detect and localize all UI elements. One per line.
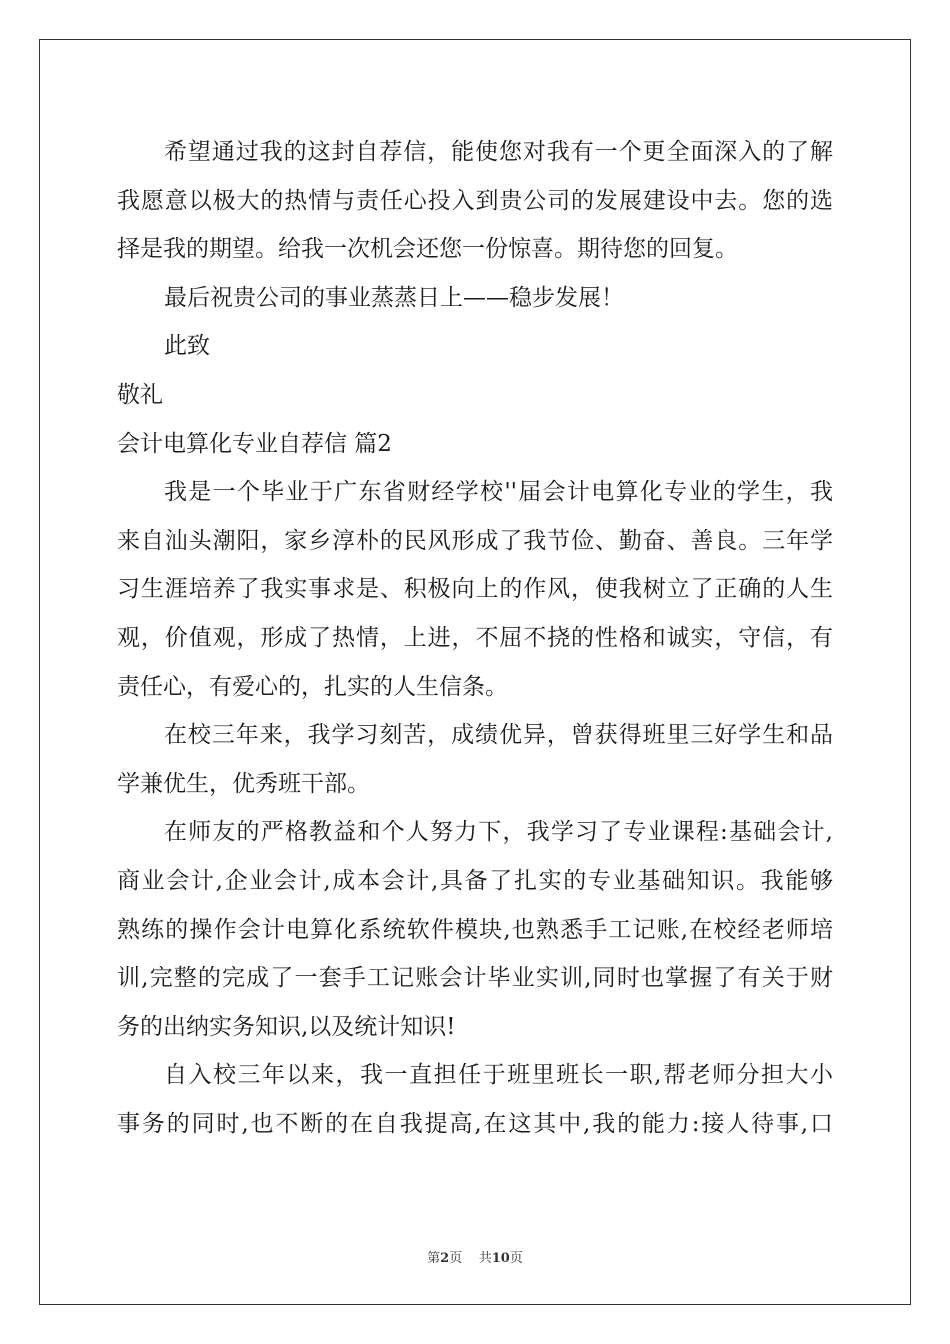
text-line: 学兼优生，优秀班干部。 <box>117 770 370 797</box>
footer-page-prefix: 第 <box>427 1251 441 1266</box>
text-line: 最后祝贵公司的事业蒸蒸日上——稳步发展！ <box>164 284 624 311</box>
text-line: 务的出纳实务知识,以及统计知识! <box>117 1013 456 1040</box>
footer-page-suffix: 页 <box>449 1251 463 1266</box>
text-line: 习生涯培养了我实事求是、积极向上的作风，使我树立了正确的人生 <box>117 576 833 603</box>
text-line: 商业会计,企业会计,成本会计,具备了扎实的专业基础知识。我能够 <box>117 867 833 894</box>
text-line: 熟练的操作会计电算化系统软件模块,也熟悉手工记账,在校经老师培 <box>117 916 833 943</box>
page-footer <box>0 1247 950 1266</box>
footer-total-pages: 10 <box>491 1251 510 1266</box>
text-line: 自入校三年以来，我一直担任于班里班长一职,帮老师分担大小 <box>164 1062 833 1089</box>
text-line: 观，价值观，形成了热情，上进，不屈不挠的性格和诚实，守信，有 <box>117 624 833 651</box>
text-line: 来自汕头潮阳，家乡淳朴的民风形成了我节俭、勤奋、善良。三年学 <box>117 527 833 554</box>
text-line: 我愿意以极大的热情与责任心投入到贵公司的发展建设中去。您的选 <box>117 187 833 214</box>
text-line: 责任心，有爱心的，扎实的人生信条。 <box>117 673 508 700</box>
footer-page-number: 2 <box>440 1251 450 1266</box>
text-line: 在校三年来，我学习刻苦，成绩优异，曾获得班里三好学生和品 <box>164 722 833 749</box>
document-body <box>117 128 833 1148</box>
text-line: 在师友的严格教益和个人努力下，我学习了专业课程:基础会计, <box>164 819 833 846</box>
text-line: 此致 <box>164 333 210 360</box>
text-line: 择是我的期望。给我一次机会还您一份惊喜。期待您的回复。 <box>117 236 738 263</box>
text-line: 训,完整的完成了一套手工记账会计毕业实训,同时也掌握了有关于财 <box>117 965 833 992</box>
footer-total-suffix: 页 <box>509 1251 523 1266</box>
text-line: 敬礼 <box>117 381 163 408</box>
footer-total-prefix: 共 <box>478 1251 492 1266</box>
text-line: 事务的同时,也不断的在自我提高,在这其中,我的能力:接人待事,口 <box>117 1110 833 1137</box>
text-line: 希望通过我的这封自荐信，能使您对我有一个更全面深入的了解 <box>164 139 833 165</box>
text-line: 我是一个毕业于广东省财经学校''届会计电算化专业的学生，我 <box>164 479 833 506</box>
text-line: 会计电算化专业自荐信 篇2 <box>117 430 392 457</box>
